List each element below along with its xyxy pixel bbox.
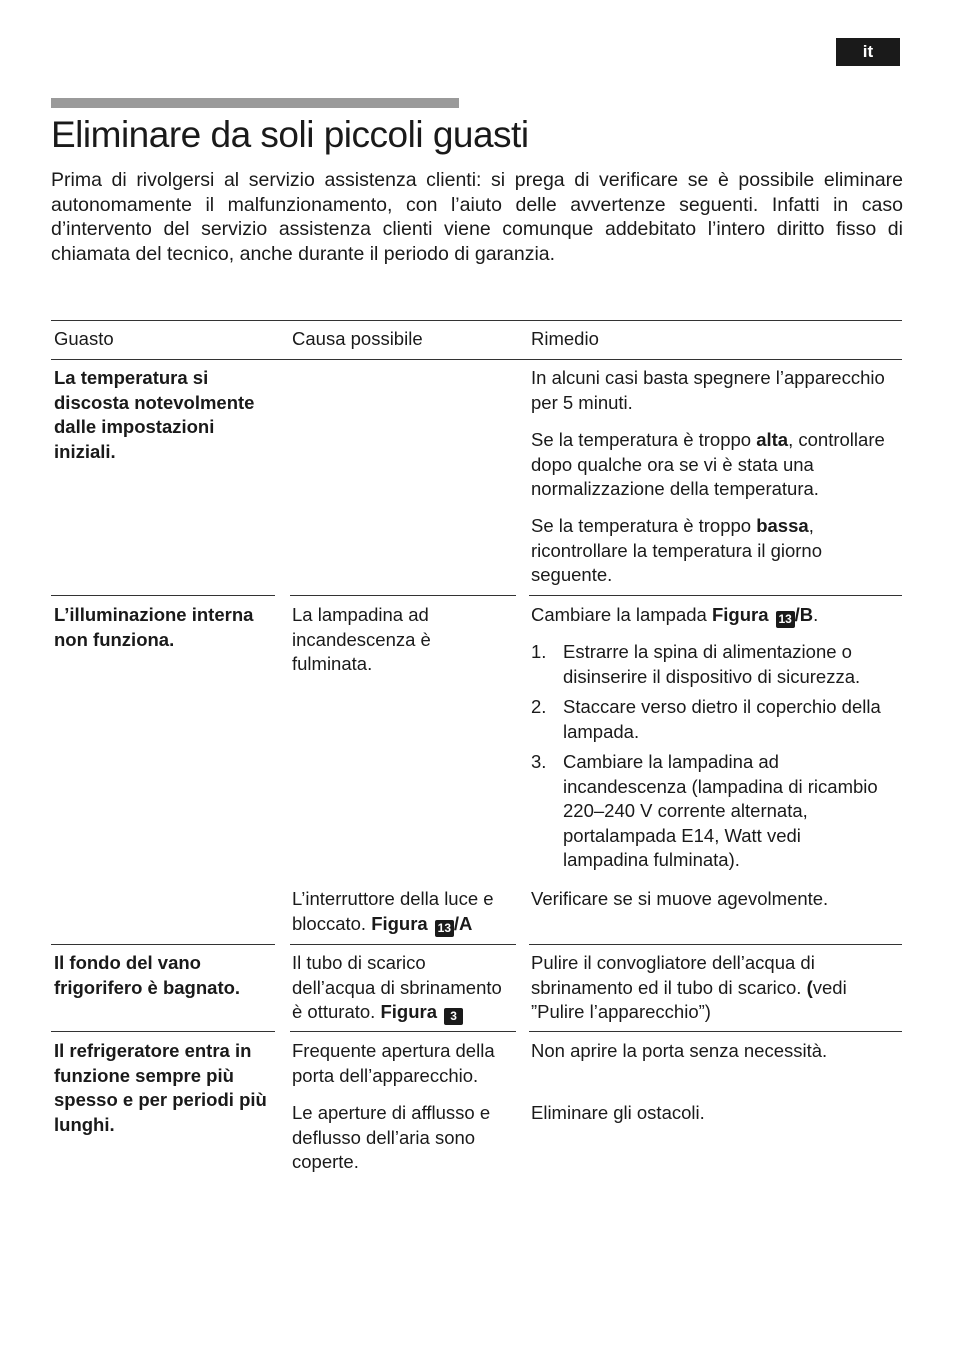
row2-causa-2	[292, 887, 512, 937]
row3-rimedio-text: Pulire il convogliatore dell’acqua di sbrinamento ed il tubo di scarico.	[531, 952, 815, 998]
row1-rimedio-2-text: Se la temperatura è troppo	[531, 429, 757, 450]
row3-causa	[292, 951, 512, 1025]
header-causa: Causa possibile	[292, 328, 423, 349]
row1-rule-causa	[290, 595, 516, 596]
row2-rimedio-2: Verificare se si muove agevolmente.	[531, 888, 829, 909]
row2-rimedio-intro-text: Cambiare la lampada	[531, 604, 712, 625]
row1-rimedio-3	[531, 514, 896, 588]
row4-causa-2: Le aperture di afflusso e deflusso dell’aria sono coperte.	[292, 1102, 491, 1172]
row1-rimedio-3-tail: , ricontrollare la temperatura il giorno seguente.	[531, 515, 822, 585]
row3-rule-causa	[290, 1031, 516, 1032]
step-1-number: 1.	[531, 641, 547, 662]
row2-rimedio-intro	[531, 603, 896, 628]
step-2-text: Staccare verso dietro il coperchio della lampada.	[563, 696, 881, 742]
row3-rimedio	[531, 951, 866, 1025]
row2-rule-rimedio	[529, 944, 902, 945]
row3-rule-guasto	[51, 1031, 275, 1032]
page-title: Eliminare da soli piccoli guasti	[51, 114, 529, 155]
row1-rimedio-1: In alcuni casi basta spegnere l’apparecchio per 5 minuti.	[531, 367, 885, 413]
row1-rimedio-2	[531, 428, 896, 502]
row1-guasto: La temperatura si discosta notevolmente dalle impostazioni iniziali.	[54, 367, 255, 462]
row3-causa-text: Il tubo di scarico dell’acqua di sbrinamento è otturato.	[292, 952, 502, 1022]
header-guasto: Guasto	[54, 328, 114, 349]
row3-guasto: Il fondo del vano frigorifero è bagnato.	[54, 952, 241, 998]
figure-letter-b: /B	[794, 604, 814, 625]
row4-guasto: Il refrigeratore entra in funzione sempre più spesso e per periodi più lunghi.	[54, 1040, 267, 1135]
row3-rule-rimedio	[529, 1031, 902, 1032]
language-tab: it	[836, 38, 900, 66]
intro-paragraph: Prima di rivolgersi al servizio assistenza clienti: si prega di verificare se è possibile eliminare autonomamente il malfunzionamento, con l’aiuto delle avvertenze seguenti. Infatti in caso d’intervento del servizio assistenza clienti viene comunque addebitato l’intero diritto fisso di chiamata del tecnico, anche durante il periodo di garanzia.	[51, 169, 903, 265]
row1-rule-guasto	[51, 595, 275, 596]
row2-rimedio-end: .	[813, 604, 819, 625]
row4-rimedio-1: Non aprire la porta senza necessità.	[531, 1040, 828, 1061]
row4-rimedio-2: Eliminare gli ostacoli.	[531, 1102, 705, 1123]
step-1-text: Estrarre la spina di alimentazione o disinserire il dispositivo di sicurezza.	[563, 641, 861, 687]
header-bottom-rule	[51, 359, 902, 360]
figure-label: Figura	[380, 1001, 437, 1022]
table-top-rule	[51, 320, 902, 321]
title-decoration-bar	[51, 98, 459, 108]
row3-rimedio-ref: vedi ”Pulire l’apparecchio”)	[531, 976, 847, 1022]
row1-rimedio-3-bold: bassa	[756, 515, 809, 536]
figure-label: Figura	[371, 912, 428, 934]
row2-causa-1: La lampadina ad incandescenza è fulminata.	[292, 604, 431, 674]
row1-rimedio-3-text: Se la temperatura è troppo	[531, 515, 757, 536]
figure-3-icon: 3	[444, 1008, 463, 1025]
figure-letter-a: /A	[453, 912, 473, 934]
step-2-number: 2.	[531, 696, 547, 717]
row3-rimedio-paren: (	[806, 976, 813, 998]
row2-guasto: L’illuminazione interna non funziona.	[54, 604, 254, 650]
step-3-text: Cambiare la lampadina ad incandescenza (lampadina di ricambio 220–240 V corrente alternata, portalampada E14, Watt vedi lampadina fulminata).	[563, 751, 878, 870]
figure-label: Figura	[711, 604, 769, 625]
figure-13-icon: 13	[435, 920, 454, 937]
step-3-number: 3.	[531, 751, 547, 772]
header-rimedio: Rimedio	[531, 328, 599, 349]
row2-rule-causa	[290, 944, 516, 945]
row1-rule-rimedio	[529, 595, 902, 596]
row2-rule-guasto	[51, 944, 275, 945]
figure-13-icon: 13	[776, 611, 795, 628]
row1-rimedio-2-tail: , controllare dopo qualche ora se vi è stata una normalizzazione della temperatura.	[531, 429, 885, 499]
row2-causa-2-text: L’interruttore della luce e bloccato.	[292, 888, 494, 934]
row1-rimedio-2-bold: alta	[756, 429, 789, 450]
row4-causa-1: Frequente apertura della porta dell’apparecchio.	[292, 1040, 495, 1086]
